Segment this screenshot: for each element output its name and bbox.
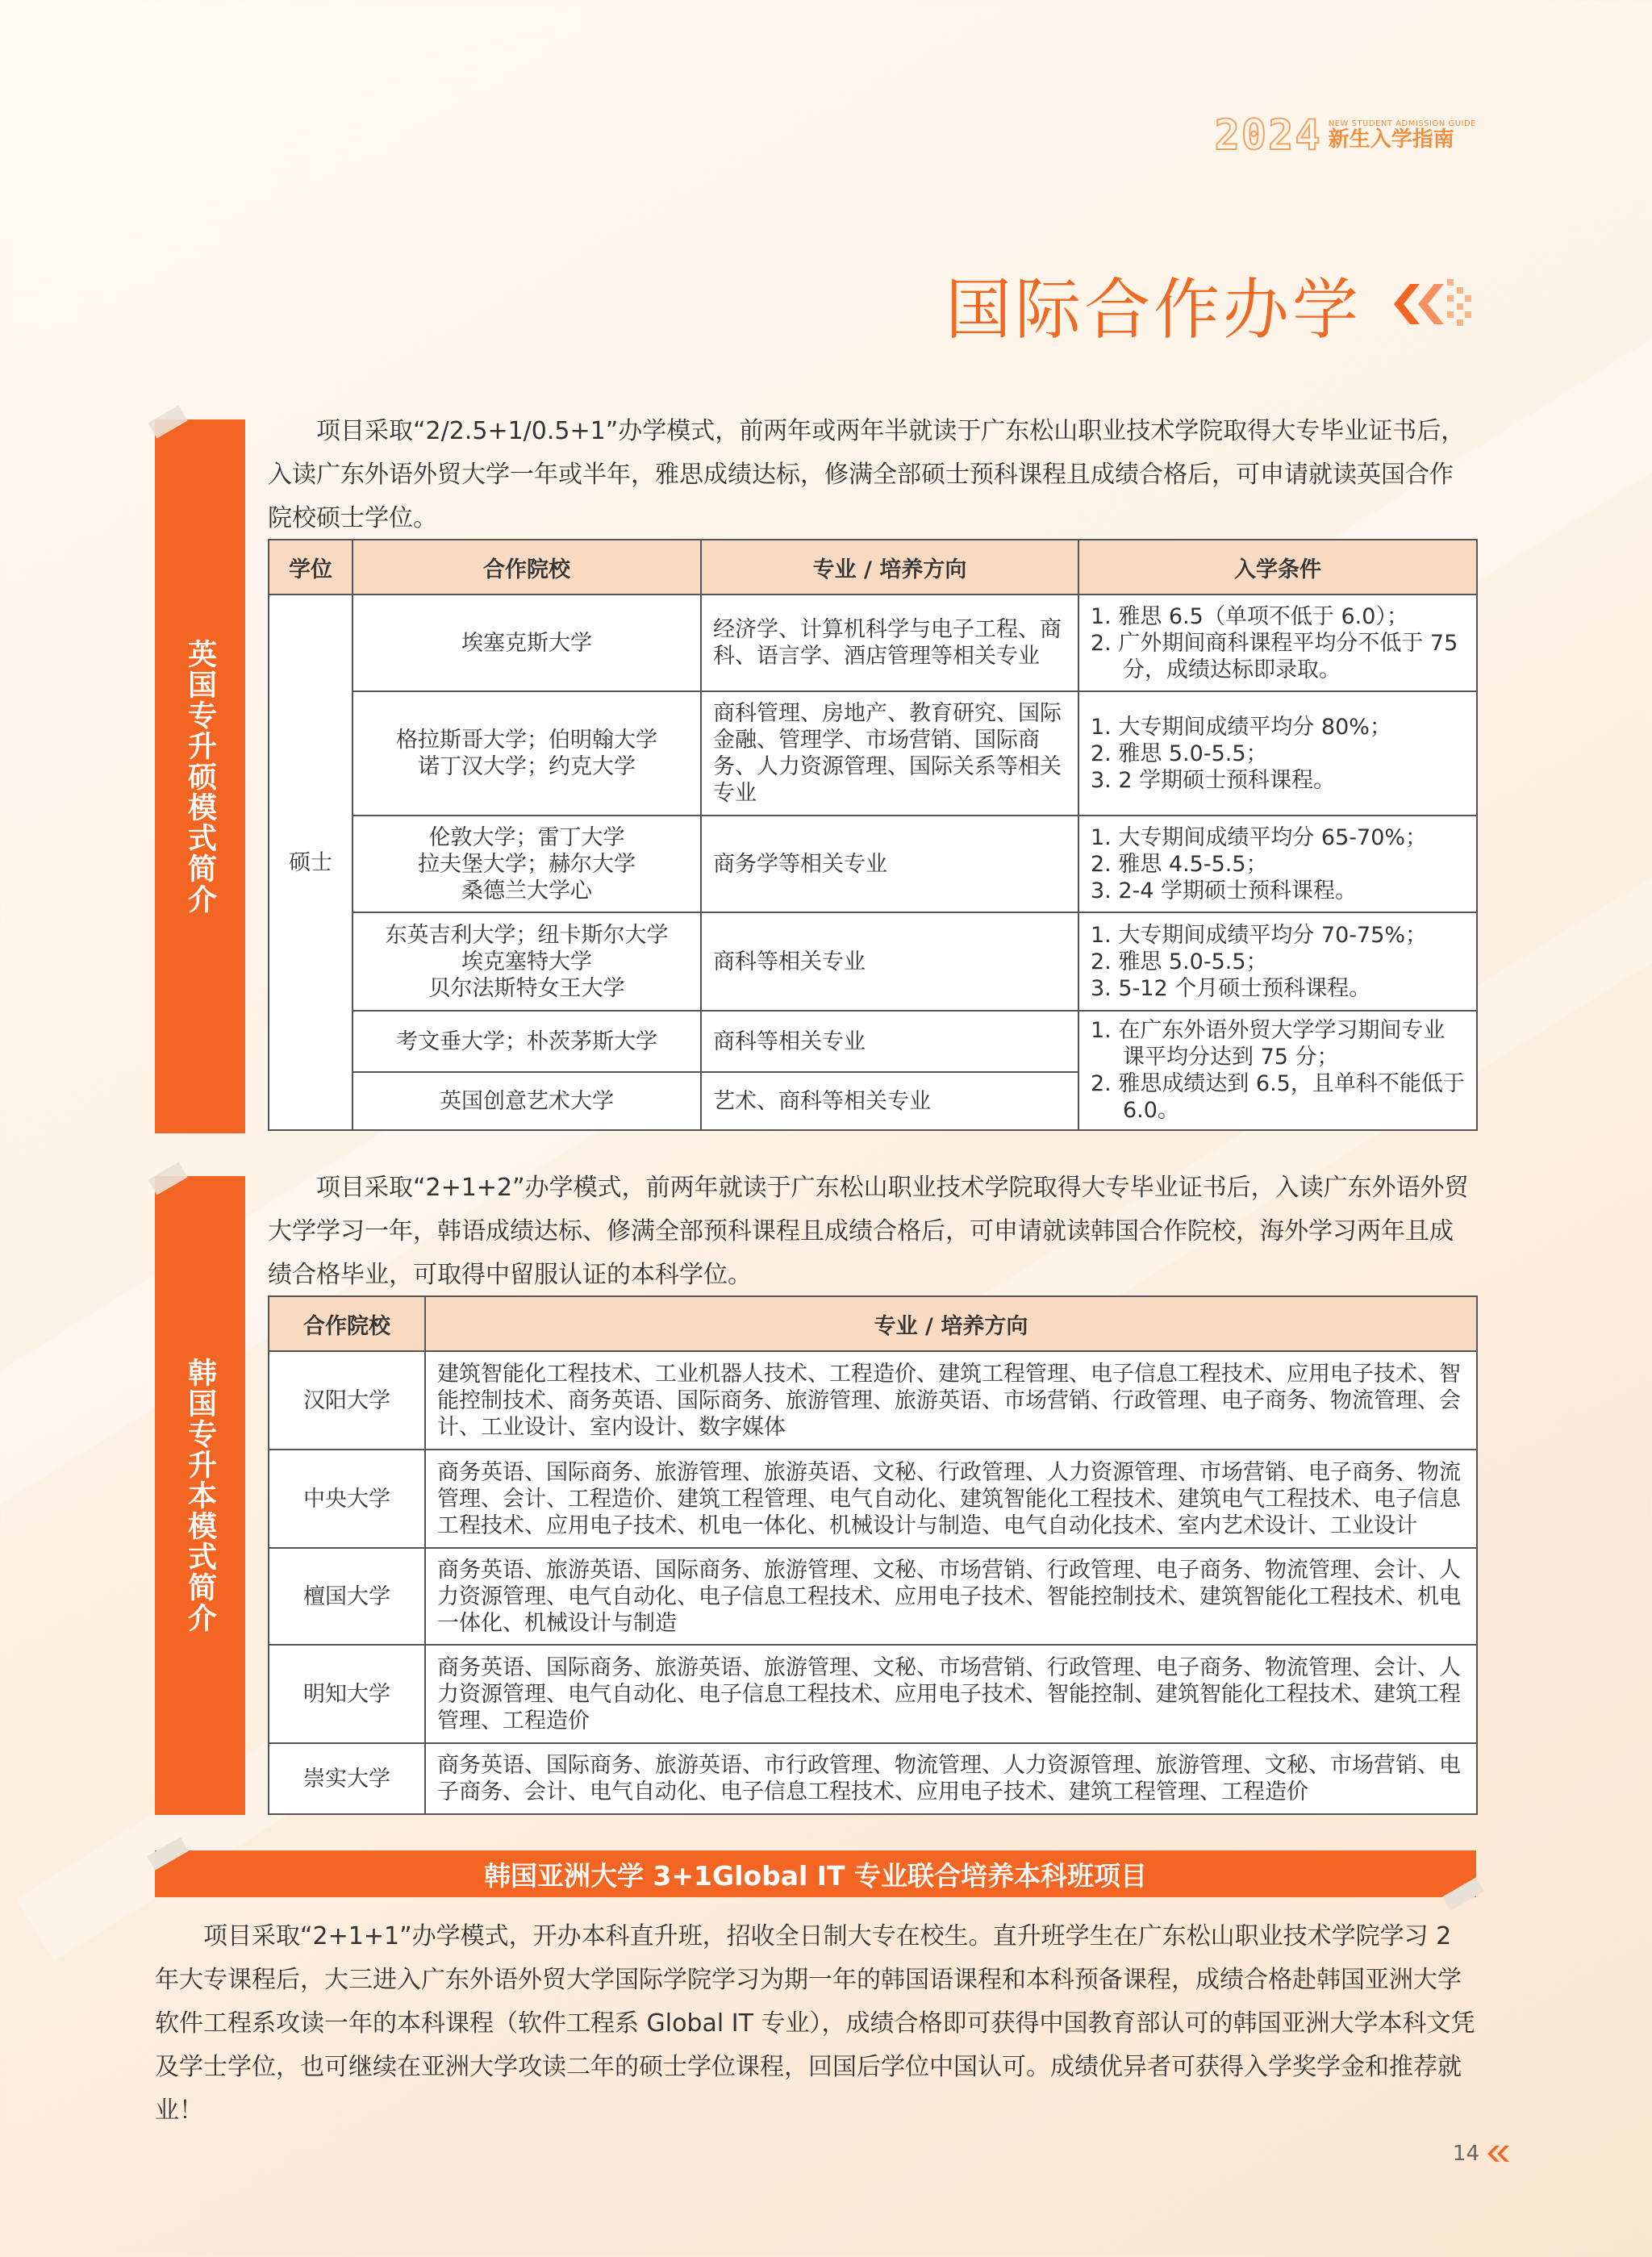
major-cell: 商务英语、旅游英语、国际商务、旅游管理、文秘、市场营销、行政管理、电子商务、物流管理、会计、人力资源管理、电气自动化、电子信息工程技术、应用电子技术、智能控制技术、建筑智能化工程技术、机电一体化、机械设计与制造 [425, 1548, 1477, 1645]
table-row [269, 691, 1477, 816]
major-cell: 艺术、商科等相关专业 [701, 1072, 1078, 1130]
brand-english: NEW STUDENT ADMISSION GUIDE [1328, 119, 1476, 128]
chevron-arrows-icon [1378, 268, 1476, 340]
requirement-item: 1. 雅思 6.5（单项不低于 6.0）； [1091, 603, 1408, 629]
school-name: 东英吉利大学；纽卡斯尔大学 [385, 922, 669, 948]
school-cell: 崇实大学 [269, 1743, 425, 1814]
ajou-intro-paragraph: 项目采取“2+1+1”办学模式，开办本科直升班，招收全日制大专在校生。直升班学生在广东松山职业技术学院学习 2 年大专课程后，大三进入广东外语外贸大学国际学院学习为期一年的韩国语课程和本科预备课程，成绩合格赴韩国亚洲大学软件工程系攻读一年的本科课程（软件工程系 Global IT 专业），成绩合格即可获得中国教育部认可的韩国亚洲大学本科文凭及学士学位，也可继续在亚洲大学攻读二年的硕士学位课程，回国后学位中国认可。成绩优异者可获得入学奖学金和推荐就业！ [155, 1922, 1475, 2125]
requirement-item: 1. 大专期间成绩平均分 65-70%； [1091, 824, 1428, 850]
column-header-major: 专业 / 培养方向 [425, 1296, 1477, 1351]
school-cell: 明知大学 [269, 1645, 425, 1743]
school-name: 伦敦大学；雷丁大学 [428, 824, 625, 850]
requirement-item: 2. 雅思 5.0-5.5； [1091, 741, 1268, 766]
brand-year: 2024 [1214, 111, 1322, 160]
column-header-school: 合作院校 [269, 1296, 425, 1351]
major-cell: 商务英语、国际商务、旅游管理、旅游英语、文秘、行政管理、人力资源管理、市场营销、电子商务、物流管理、会计、工程造价、建筑工程管理、电气自动化、建筑智能化工程技术、建筑电气工程技术、电子信息工程技术、应用电子技术、机电一体化、机械设计与制造、电气自动化技术、室内艺术设计、工业设计 [425, 1450, 1477, 1548]
uk-section-tab-label: 英国专升硕模式简介 [183, 638, 217, 915]
ajou-section-banner: 韩国亚洲大学 3+1Global IT 专业联合培养本科班项目 [155, 1850, 1476, 1897]
school-cell [353, 816, 701, 912]
column-header-major: 专业 / 培养方向 [701, 540, 1078, 594]
table-row [269, 1450, 1477, 1548]
header-brand [1215, 111, 1477, 160]
school-name: 考文垂大学；朴茨茅斯大学 [396, 1028, 657, 1054]
degree-cell: 硕士 [269, 594, 353, 1130]
table-row [269, 1743, 1477, 1814]
school-cell: 汉阳大学 [269, 1351, 425, 1450]
requirements-cell [1078, 594, 1477, 691]
requirement-item: 2. 广外期间商科课程平均分不低于 75 分，成绩达标即录取。 [1091, 630, 1458, 682]
page-title-block [945, 260, 1476, 348]
school-name: 贝尔法斯特女王大学 [428, 975, 625, 1001]
requirement-item: 1. 大专期间成绩平均分 80%； [1091, 714, 1391, 740]
double-chevron-icon [1486, 2144, 1513, 2163]
school-cell [353, 1072, 701, 1130]
page-title: 国际合作办学 [945, 271, 1362, 348]
school-name: 诺丁汉大学；约克大学 [418, 754, 636, 779]
uk-section-tab [155, 419, 245, 1133]
school-cell [353, 912, 701, 1011]
requirement-item: 3. 2 学期硕士预科课程。 [1091, 767, 1336, 793]
requirement-item: 2. 雅思 4.5-5.5； [1091, 851, 1268, 877]
school-cell: 中央大学 [269, 1450, 425, 1548]
table-row [269, 1645, 1477, 1743]
table-row [269, 1548, 1477, 1645]
requirements-cell [1078, 691, 1477, 816]
requirements-cell [1078, 1011, 1477, 1130]
table-row [269, 1351, 1477, 1450]
school-name: 桑德兰大学心 [461, 878, 592, 903]
school-name: 英国创意艺术大学 [440, 1088, 614, 1114]
major-cell: 建筑智能化工程技术、工业机器人技术、工程造价、建筑工程管理、电子信息工程技术、应用电子技术、智能控制技术、商务英语、国际商务、旅游管理、旅游英语、市场营销、行政管理、电子商务、物流管理、会计、工业设计、室内设计、数字媒体 [425, 1351, 1477, 1450]
korea-intro-paragraph: 项目采取“2+1+2”办学模式，前两年就读于广东松山职业技术学院取得大专毕业证书后，入读广东外语外贸大学学习一年，韩语成绩达标、修满全部预科课程且成绩合格后，可申请就读韩国合作院校，海外学习两年且成绩合格毕业，可取得中留服认证的本科学位。 [268, 1174, 1469, 1289]
major-cell: 商科等相关专业 [701, 1011, 1078, 1072]
school-name: 格拉斯哥大学；伯明翰大学 [396, 728, 657, 753]
major-cell: 商务学等相关专业 [701, 816, 1078, 912]
major-cell: 商科等相关专业 [701, 912, 1078, 1011]
major-cell: 商务英语、国际商务、旅游英语、旅游管理、文秘、市场营销、行政管理、电子商务、物流管理、会计、人力资源管理、电气自动化、电子信息工程技术、应用电子技术、智能控制、建筑智能化工程技术、建筑工程管理、工程造价 [425, 1645, 1477, 1743]
table-row [269, 1011, 1477, 1072]
school-name: 埃克塞特大学 [461, 949, 592, 974]
column-header-degree: 学位 [269, 540, 353, 594]
page-number: 14 [1452, 2142, 1479, 2166]
korea-section-tab [155, 1176, 245, 1815]
table-header-row [269, 1296, 1477, 1351]
column-header-requirements: 入学条件 [1078, 540, 1477, 594]
table-row [269, 816, 1477, 912]
major-cell: 商科管理、房地产、教育研究、国际金融、管理学、市场营销、国际商务、人力资源管理、国际关系等相关专业 [701, 691, 1078, 816]
major-cell: 商务英语、国际商务、旅游英语、市行政管理、物流管理、人力资源管理、旅游管理、文秘、市场营销、电子商务、会计、电气自动化、电子信息工程技术、应用电子技术、建筑工程管理、工程造价 [425, 1743, 1477, 1814]
school-name: 拉夫堡大学；赫尔大学 [418, 851, 636, 877]
requirement-item: 2. 雅思成绩达到 6.5，且单科不能低于 6.0。 [1091, 1071, 1465, 1123]
requirements-cell [1078, 816, 1477, 912]
requirement-item: 2. 雅思 5.0-5.5； [1091, 949, 1268, 974]
requirements-cell [1078, 912, 1477, 1011]
uk-programs-table [268, 539, 1478, 1131]
requirement-item: 3. 2-4 学期硕士预科课程。 [1091, 878, 1358, 903]
column-header-school: 合作院校 [353, 540, 701, 594]
major-cell: 经济学、计算机科学与电子工程、商科、语言学、酒店管理等相关专业 [701, 594, 1078, 691]
school-name: 埃塞克斯大学 [461, 630, 592, 656]
school-cell [353, 691, 701, 816]
table-row [269, 594, 1477, 691]
table-header-row [269, 540, 1477, 594]
requirement-item: 3. 5-12 个月硕士预科课程。 [1091, 975, 1371, 1001]
school-cell: 檀国大学 [269, 1548, 425, 1645]
page-number-block [1453, 2136, 1513, 2171]
brand-chinese: 新生入学指南 [1328, 127, 1454, 152]
table-row [269, 912, 1477, 1011]
school-cell [353, 1011, 701, 1072]
requirement-item: 1. 在广东外语外贸大学学习期间专业课平均分达到 75 分； [1091, 1018, 1446, 1070]
uk-intro-paragraph: 项目采取“2/2.5+1/0.5+1”办学模式，前两年或两年半就读于广东松山职业技术学院取得大专毕业证书后，入读广东外语外贸大学一年或半年，雅思成绩达标，修满全部硕士预科课程且成绩合格后，可申请就读英国合作院校硕士学位。 [268, 417, 1466, 532]
school-cell [353, 594, 701, 691]
korea-programs-table [268, 1295, 1478, 1815]
korea-section-tab-label: 韩国专升本模式简介 [183, 1358, 217, 1633]
requirement-item: 1. 大专期间成绩平均分 70-75%； [1091, 922, 1428, 948]
brand-text [1329, 119, 1476, 152]
